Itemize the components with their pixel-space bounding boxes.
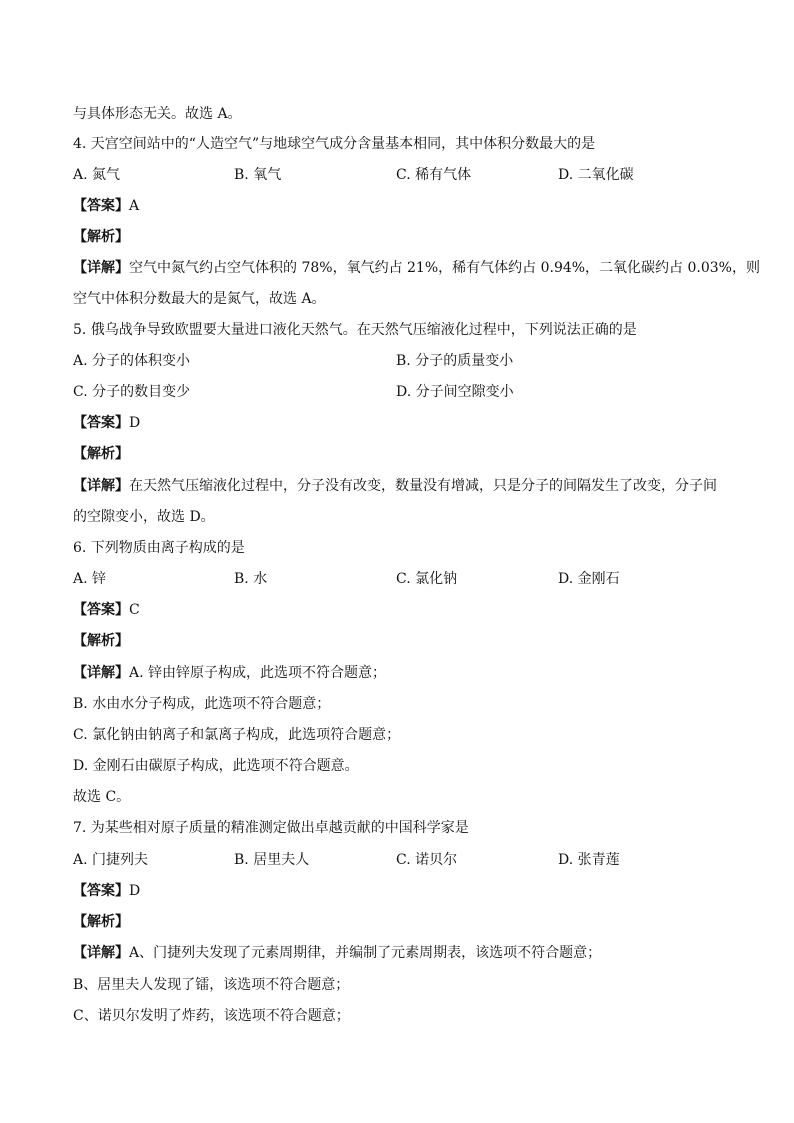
answer-tag: 【答案】 [73,883,129,899]
detail-line: B. 水由水分子构成，此选项不符合题意； [73,696,331,712]
detail-text: A. 锌由锌原子构成，此选项不符合题意； [129,665,387,681]
detail-line: B、居里夫人发现了镭，该选项不符合题意； [73,977,350,993]
option-b: B. 居里夫人 [234,852,310,868]
question-7: 7. 为某些相对原子质量的精准测定做出卓越贡献的中国科学家是 [73,820,469,836]
answer-line [73,600,140,620]
option-d: D. 金刚石 [558,571,620,587]
answer-tag: 【答案】 [73,602,129,618]
answer-tag: 【答案】 [73,198,129,214]
analysis-tag: 【解析】 [73,229,129,245]
analysis-tag: 【解析】 [73,914,129,930]
detail-tag: 【详解】 [73,945,129,961]
option-d: D. 分子间空隙变小 [396,384,514,400]
detail-line [73,943,601,963]
option-a: A. 氮气 [73,167,121,183]
answer-tag: 【答案】 [73,415,129,431]
option-a: A. 锌 [73,571,107,587]
detail-tag: 【详解】 [73,260,129,276]
answer-value: A [129,198,140,214]
option-b: B. 分子的质量变小 [396,353,514,369]
detail-line: 空气中体积分数最大的是氮气，故选 A。 [73,291,326,307]
option-a: A. 分子的体积变小 [73,353,191,369]
answer-line [73,881,140,901]
answer-line [73,413,140,433]
analysis-tag: 【解析】 [73,446,129,462]
answer-value: C [129,602,140,618]
detail-line [73,258,760,278]
analysis-tag: 【解析】 [73,633,129,649]
detail-line: 的空隙变小，故选 D。 [73,509,215,525]
option-d: D. 二氧化碳 [558,167,634,183]
question-4: 4. 天宫空间站中的“人造空气”与地球空气成分含量基本相同，其中体积分数最大的是 [73,136,596,152]
detail-text: 在天然气压缩液化过程中，分子没有改变，数量没有增减，只是分子的间隔发生了改变，分子间 [129,478,717,494]
option-b: B. 水 [234,571,268,587]
option-c: C. 诺贝尔 [396,852,458,868]
detail-line: C. 氯化钠由钠离子和氯离子构成，此选项符合题意； [73,727,401,743]
detail-line: D. 金刚石由碳原子构成，此选项不符合题意。 [73,758,359,774]
paragraph-line: 与具体形态无关。故选 A。 [73,106,242,122]
detail-tag: 【详解】 [73,665,129,681]
detail-line [73,476,717,496]
detail-text: 空气中氮气约占空气体积的 78%，氧气约占 21%，稀有气体约占 0.94%，二氧化碳约占 0.03%，则 [129,260,760,276]
question-6: 6. 下列物质由离子构成的是 [73,540,245,556]
answer-line [73,196,139,216]
option-c: C. 稀有气体 [396,167,472,183]
option-b: B. 氧气 [234,167,282,183]
detail-line [73,663,386,683]
option-d: D. 张青莲 [558,852,620,868]
option-c: C. 氯化钠 [396,571,458,587]
option-a: A. 门捷列夫 [73,852,149,868]
detail-tag: 【详解】 [73,478,129,494]
answer-value: D [129,415,141,431]
option-c: C. 分子的数目变少 [73,384,191,400]
detail-text: A、门捷列夫发现了元素周期律，并编制了元素周期表，该选项不符合题意； [129,945,602,961]
answer-value: D [129,883,141,899]
detail-line: 故选 C。 [73,789,131,805]
question-5: 5. 俄乌战争导致欧盟要大量进口液化天然气。在天然气压缩液化过程中，下列说法正确的是 [73,322,637,338]
detail-line: C、诺贝尔发明了炸药，该选项不符合题意； [73,1008,350,1024]
